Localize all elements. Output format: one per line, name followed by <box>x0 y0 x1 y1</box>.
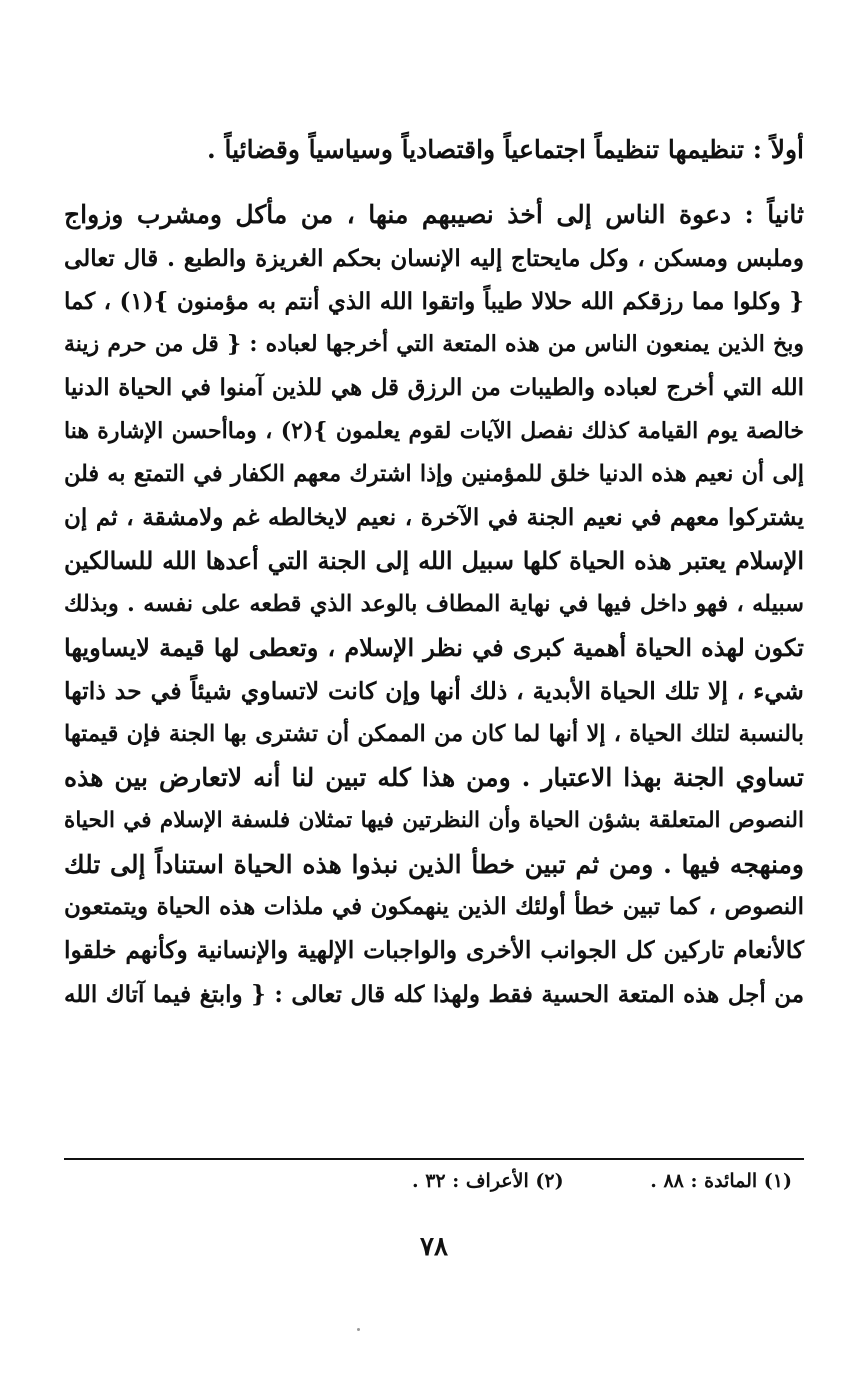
paragraph-spacer <box>64 171 804 193</box>
paragraph-line: كالأنعام تاركين كل الجوانب الأخرى والواجبات الإلهية والإنسانية وكأنهم خلقوا <box>64 936 804 965</box>
paragraph-line: ثانياً : دعوة الناس إلى أخذ نصيبهم منها ، من مأكل ومشرب وزواج <box>64 200 804 230</box>
body-text <box>64 128 804 1016</box>
paragraph-line: يشتركوا معهم في نعيم الجنة في الآخرة ، نعيم لايخالطه غم ولامشقة ، ثم إن <box>64 504 804 532</box>
paragraph-line: من أجل هذه المتعة الحسية فقط ولهذا كله قال تعالى : { وابتغ فيما آتاك الله <box>64 980 804 1008</box>
paragraph-line: شيء ، إلا تلك الحياة الأبدية ، ذلك أنها وإن كانت لاتساوي شيئاً في حد ذاتها <box>64 676 804 705</box>
paragraph-line: خالصة يوم القيامة كذلك نفصل الآيات لقوم يعلمون }(٢) ، وماأحسن الإشارة هنا <box>64 417 804 444</box>
paragraph-line: سبيله ، فهو داخل فيها في نهاية المطاف بالوعد الذي قطعه على نفسه . وبذلك <box>64 590 804 617</box>
scan-speck <box>357 1328 360 1331</box>
paragraph-line: النصوص ، كما تبين خطأ أولئك الذين ينهمكون في ملذات هذه الحياة ويتمتعون <box>64 894 804 921</box>
paragraph <box>64 193 804 1016</box>
paragraph-line: الإسلام يعتبر هذه الحياة كلها سبيل الله إلى الجنة التي أعدها الله للسالكين <box>64 546 804 575</box>
paragraph-line: وملبس ومسكن ، وكل مايحتاج إليه الإنسان بحكم الغريزة والطبع . قال تعالى <box>64 244 804 272</box>
heading-line: أولاً : تنظيمها تنظيماً اجتماعياً واقتصادياً وسياسياً وقضائياً . <box>207 135 804 164</box>
paragraph-line: تساوي الجنة بهذا الاعتبار . ومن هذا كله تبين لنا أنه لاتعارض بين هذه <box>64 763 804 793</box>
paragraph-line: بالنسبة لتلك الحياة ، إلا أنها لما كان من الممكن أن تشترى بها الجنة فإن قيمتها <box>64 720 804 747</box>
footnote-divider <box>64 1158 804 1160</box>
footnote-2: (٢) الأعراف : ٣٢ . <box>411 1170 564 1192</box>
paragraph-line: الله التي أخرج لعباده والطيبات من الرزق قل هي للذين آمنوا في الحياة الدنيا <box>64 374 804 402</box>
page-number: ٧٨ <box>420 1232 448 1262</box>
paragraph-line: تكون لهذه الحياة أهمية كبرى في نظر الإسلام ، وتعطى لها قيمة لايساويها <box>64 633 804 663</box>
footnotes <box>64 1166 804 1196</box>
paragraph-line: إلى أن نعيم هذه الدنيا خلق للمؤمنين وإذا اشترك معهم الكفار في التمتع به فلن <box>64 461 804 488</box>
paragraph-line: النصوص المتعلقة بشؤن الحياة وأن النظرتين فيها تمثلان فلسفة الإسلام في الحياة <box>64 808 804 834</box>
paragraph-line: ومنهجه فيها . ومن ثم تبين خطأ الذين نبذوا هذه الحياة استناداً إلى تلك <box>64 849 804 879</box>
paragraph-line: وبخ الذين يمنعون الناس من هذه المتعة التي أخرجها لعباده : { قل من حرم زينة <box>64 331 804 358</box>
paragraph-line: { وكلوا مما رزقكم الله حلالا طيباً واتقوا الله الذي أنتم به مؤمنون }(١) ، كما <box>64 287 804 315</box>
footnote-1: (١) المائدة : ٨٨ . <box>650 1170 792 1192</box>
